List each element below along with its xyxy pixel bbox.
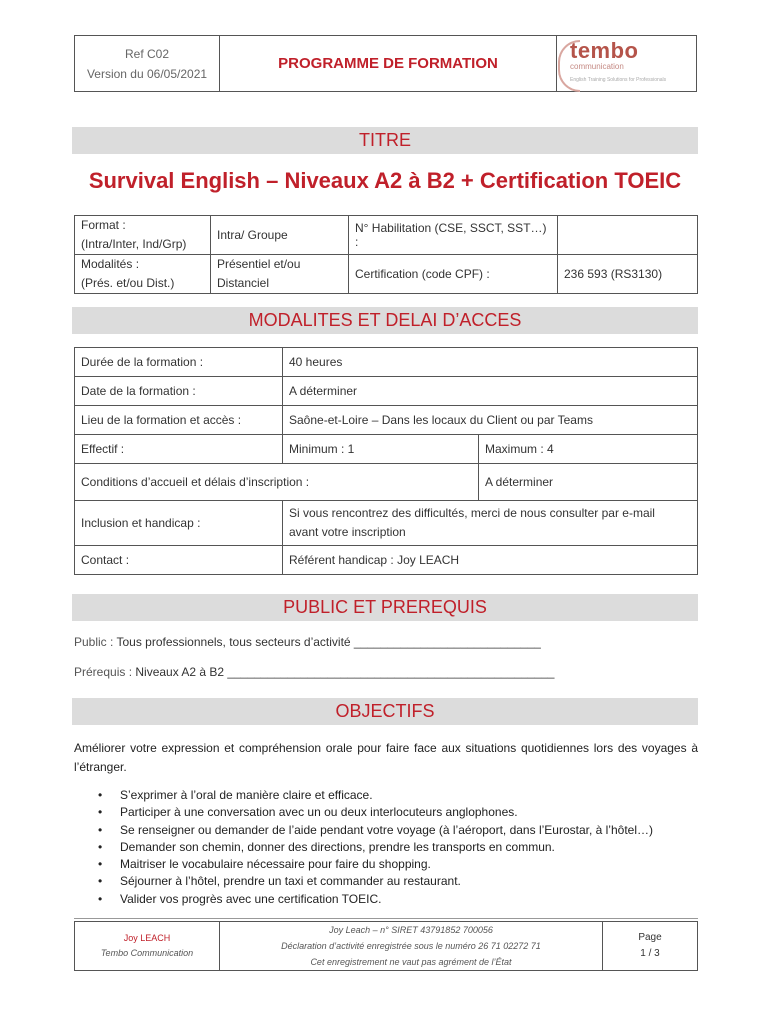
modalites-sublabel: (Prés. et/ou Dist.) [81,276,175,290]
inclusion-value-cell [283,501,698,546]
info-table [74,215,698,294]
footer-divider [74,918,698,919]
effectif-min: Minimum : 1 [283,435,479,464]
list-item: • S’exprimer à l’oral de manière claire et efficace. [74,787,714,804]
prerequis-value: Niveaux A2 à B2 _________________________________________________ [132,665,555,679]
list-item: • Demander son chemin, donner des directions, prendre les transports en commun. [74,839,714,856]
contact-value: Référent handicap : Joy LEACH [283,546,698,575]
conditions-value: A déterminer [479,464,698,501]
certification-value: 236 593 (RS3130) [558,255,698,294]
habilitation-label: N° Habilitation (CSE, SSCT, SST…) : [349,216,558,255]
document-title: PROGRAMME DE FORMATION [220,36,557,91]
section-modalites: MODALITES ET DELAI D’ACCES [72,307,698,334]
inclusion-value-1: Si vous rencontrez des difficultés, merci de nous consulter par e-mail [289,506,655,520]
footer-name: Joy LEACH [123,933,171,943]
modalites-value-1: Présentiel et/ou [217,257,301,271]
contact-label: Contact : [75,546,283,575]
footer-page-cell [603,922,698,971]
page-footer [74,921,698,971]
prerequis-line [74,665,698,679]
conditions-label: Conditions d’accueil et délais d’inscription : [75,464,479,501]
modalites-value-2: Distanciel [217,276,270,290]
format-value: Intra/ Groupe [211,216,349,255]
date-label: Date de la formation : [75,377,283,406]
list-item: • Participer à une conversation avec un ou deux interlocuteurs anglophones. [74,804,714,821]
section-public: PUBLIC ET PREREQUIS [72,594,698,621]
format-sublabel: (Intra/Inter, Ind/Grp) [81,237,187,251]
format-label-cell [75,216,211,255]
footer-line-3: Cet enregistrement ne vaut pas agrément de l’État [310,957,512,967]
modalites-value-cell [211,255,349,294]
prerequis-label: Prérequis : [74,665,133,679]
list-item: • Se renseigner ou demander de l’aide pendant votre voyage (à l’aéroport, dans l’Eurostar, à l’hôtel…) [74,822,714,839]
list-item: • Séjourner à l’hôtel, prendre un taxi et commander au restaurant. [74,873,714,890]
habilitation-value [558,216,698,255]
objectifs-list [74,787,714,908]
logo-tagline: English Training Solutions for Professionals [570,77,667,83]
section-titre: TITRE [72,127,698,154]
reference-block [75,36,220,91]
modalites-label: Modalités : [81,257,140,271]
date-value: A déterminer [283,377,698,406]
list-item: • Valider vos progrès avec une certification TOEIC. [74,891,714,908]
document-header [74,35,697,92]
page-label: Page [638,932,662,943]
certification-label: Certification (code CPF) : [349,255,558,294]
modalites-label-cell [75,255,211,294]
logo-sub: communication [570,62,624,71]
effectif-max: Maximum : 4 [479,435,698,464]
section-objectifs: OBJECTIFS [72,698,698,725]
footer-author-cell [75,922,220,971]
logo-name: tembo [570,38,639,63]
footer-line-1: Joy Leach – n° SIRET 43791852 700056 [329,925,493,935]
objectifs-intro: Améliorer votre expression et compréhension orale pour faire face aux situations quotidiennes lors des voyages à l’étranger. [74,741,698,774]
reference-code: Ref C02 [124,47,170,61]
inclusion-value-2: avant votre inscription [289,525,406,539]
footer-company: Tembo Communication [100,948,194,958]
public-line [74,635,698,649]
format-label: Format : [81,218,126,232]
course-title: Survival English – Niveaux A2 à B2 + Certification TOEIC [88,168,682,193]
inclusion-label: Inclusion et handicap : [75,501,283,546]
footer-legal-cell [220,922,603,971]
duree-label: Durée de la formation : [75,348,283,377]
public-label: Public : [74,635,114,649]
access-table [74,347,698,575]
public-value: Tous professionnels, tous secteurs d’activité ____________________________ [113,635,541,649]
page-number: 1 / 3 [640,948,660,959]
effectif-label: Effectif : [75,435,283,464]
lieu-label: Lieu de la formation et accès : [75,406,283,435]
tembo-logo [556,36,696,91]
version-date: Version du 06/05/2021 [86,67,208,81]
footer-line-2: Déclaration d’activité enregistrée sous le numéro 26 71 02272 71 [281,941,541,951]
duree-value: 40 heures [283,348,698,377]
lieu-value: Saône-et-Loire – Dans les locaux du Client ou par Teams [283,406,698,435]
list-item: • Maitriser le vocabulaire nécessaire pour faire du shopping. [74,856,714,873]
